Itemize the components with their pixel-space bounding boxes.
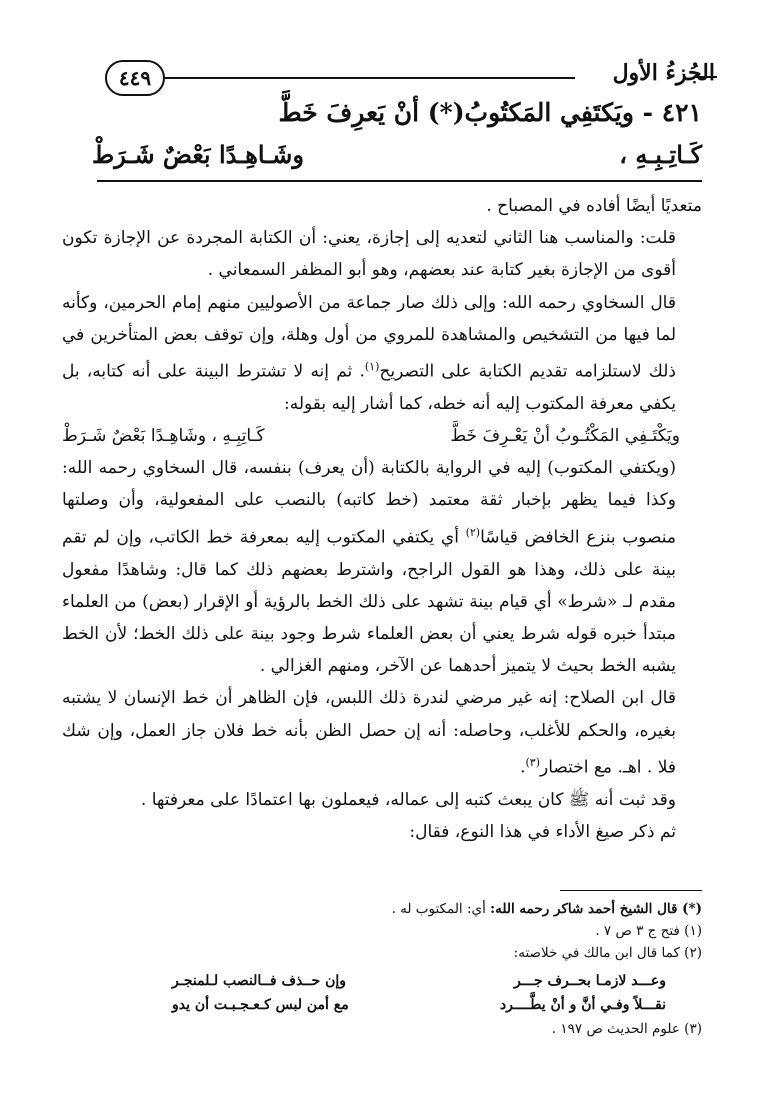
- paragraph: (ويكتفي المكتوب) إليه في الرواية بالكتابة (أن يعرف) بنفسه، قال السخاوي رحمه الله: وكذا فيما يظهر بإخبار ثقة معتمد (خط كاتبه) بالنصب على المفعولية، وأن وصلتها منصوب بنزع الخافض قياسًا$^{(٢)}$ أي يكتفي المكتوب إليه بمعرفة خط الكاتب، وإن لم تقم بينة على ذلك، وهذا هو القول الراجح، واشترط بعضهم ذلك كما قال: وشاهدًا مفعول مقدم لـ «شرط» أي قيام بينة تشهد على ذلك الخط بالرؤية أو الإقرار (بعض) من العلماء مبتدأ خبره قوله شرط يعني أن بعض العلماء شرط وجود بينة على ذلك الخط؛ لأن الخط يشبه الخط بحيث لا يتميز أحدهما عن الآخر، ومنهم الغزالي .: [62, 458, 677, 677]
- verse-line-1: ٤٢١ - ويَكتَفِي المَكتُوبُ(*) أنْ يَعرِفَ خَطَّ: [278, 98, 702, 127]
- quoted-verse: [62, 420, 702, 452]
- footnote-verse-2: نقـــلاً وفـي أنَّ و أنْ يطَّــــرد مع أمن لبس كـعـجـبـت أن يدو: [172, 997, 666, 1013]
- paragraph: قلت: والمناسب هنا الثاني لتعديه إلى إجازة، يعني: أن الكتابة المجردة عن الإجازة تكون أقوى من الإجازة بغير كتابة عند بعضهم، وهو أبو المظفر السمعاني .: [62, 228, 676, 281]
- footnote-ref[interactable]: (٢): [465, 525, 481, 539]
- paragraph: ثم ذكر صيغ الأداء في هذا النوع، فقال:: [409, 821, 676, 842]
- page-header: [95, 60, 715, 100]
- header-rule: [165, 77, 575, 79]
- quoted-verse-left: كَـاتِبِـهِ ، وشَاهِـدًا بَعْضٌ شَـرَطْ: [62, 426, 265, 447]
- paragraph: وقد ثبت أنه ﷺ كان يبعث كتبه إلى عماله، فيعملون بها اعتمادًا على معرفتها .: [140, 789, 676, 810]
- footnote-3: (٣) علوم الحديث ص ١٩٧ .: [551, 1021, 702, 1037]
- verse-line-2: [92, 140, 702, 169]
- quoted-verse-right: ويَكْتَـفِي المَكْتُـوبُ أنْ يَعْـرِفَ خَطَّ: [450, 426, 680, 447]
- footnote-2: (٢) كما قال ابن مالك في خلاصته:: [513, 945, 702, 961]
- footnote-ref[interactable]: (١): [364, 360, 380, 374]
- footnote-verse-1: وعـــد لازمـا بحــرف جـــر وإن حــذف فــالنصب لـلمنجـر: [172, 973, 666, 989]
- footnote-star: (*) قال الشيخ أحمد شاكر رحمه الله: أي: المكتوب له .: [391, 901, 702, 917]
- page-number: ٤٤٩: [105, 60, 165, 96]
- paragraph: قال ابن الصلاح: إنه غير مرضي لندرة ذلك اللبس، فإن الظاهر أن خط الإنسان لا يشتبه بغيره، والحكم للأغلب، وحاصله: أنه إن حصل الظن بأنه خط فلان جاز العمل، وإن شك فلا . اهـ. مع اختصار$^{(٣)}$.: [62, 688, 676, 778]
- verse-separator: [97, 180, 702, 182]
- verse-hemistich-left: وشَـاهِـدًا بَعْضٌ شَـرَطْ: [92, 140, 304, 169]
- commentary-text: [62, 190, 702, 848]
- footnote-separator: [560, 890, 702, 891]
- verse-hemistich-right: كَـاتِـبِـهِ ،: [619, 140, 702, 169]
- footnote-1: (١) فتح ج ٣ ص ٧ .: [595, 923, 702, 939]
- footnotes: [62, 898, 702, 1040]
- footnote-ref[interactable]: (٣): [525, 755, 540, 769]
- header-dash: [695, 76, 717, 78]
- paragraph: قال السخاوي رحمه الله: وإلى ذلك صار جماعة من الأصوليين منهم إمام الحرمين، وكأنه لما فيها من التشخيص والمشاهدة للمروي من أول وهلة، وإن توقف بعض المتأخرين في ذلك لاستلزامه تقديم الكتابة على التصريح$^{(١)}$. ثم إنه لا تشترط البينة على أنه كتابه، بل يكفي معرفة المكتوب إليه أنه خطه، كما أشار إليه بقوله:: [62, 292, 676, 414]
- volume-title: الجُزءُ الأول: [612, 60, 715, 86]
- paragraph: متعديًا أيضًا أفاده في المصباح .: [486, 196, 702, 216]
